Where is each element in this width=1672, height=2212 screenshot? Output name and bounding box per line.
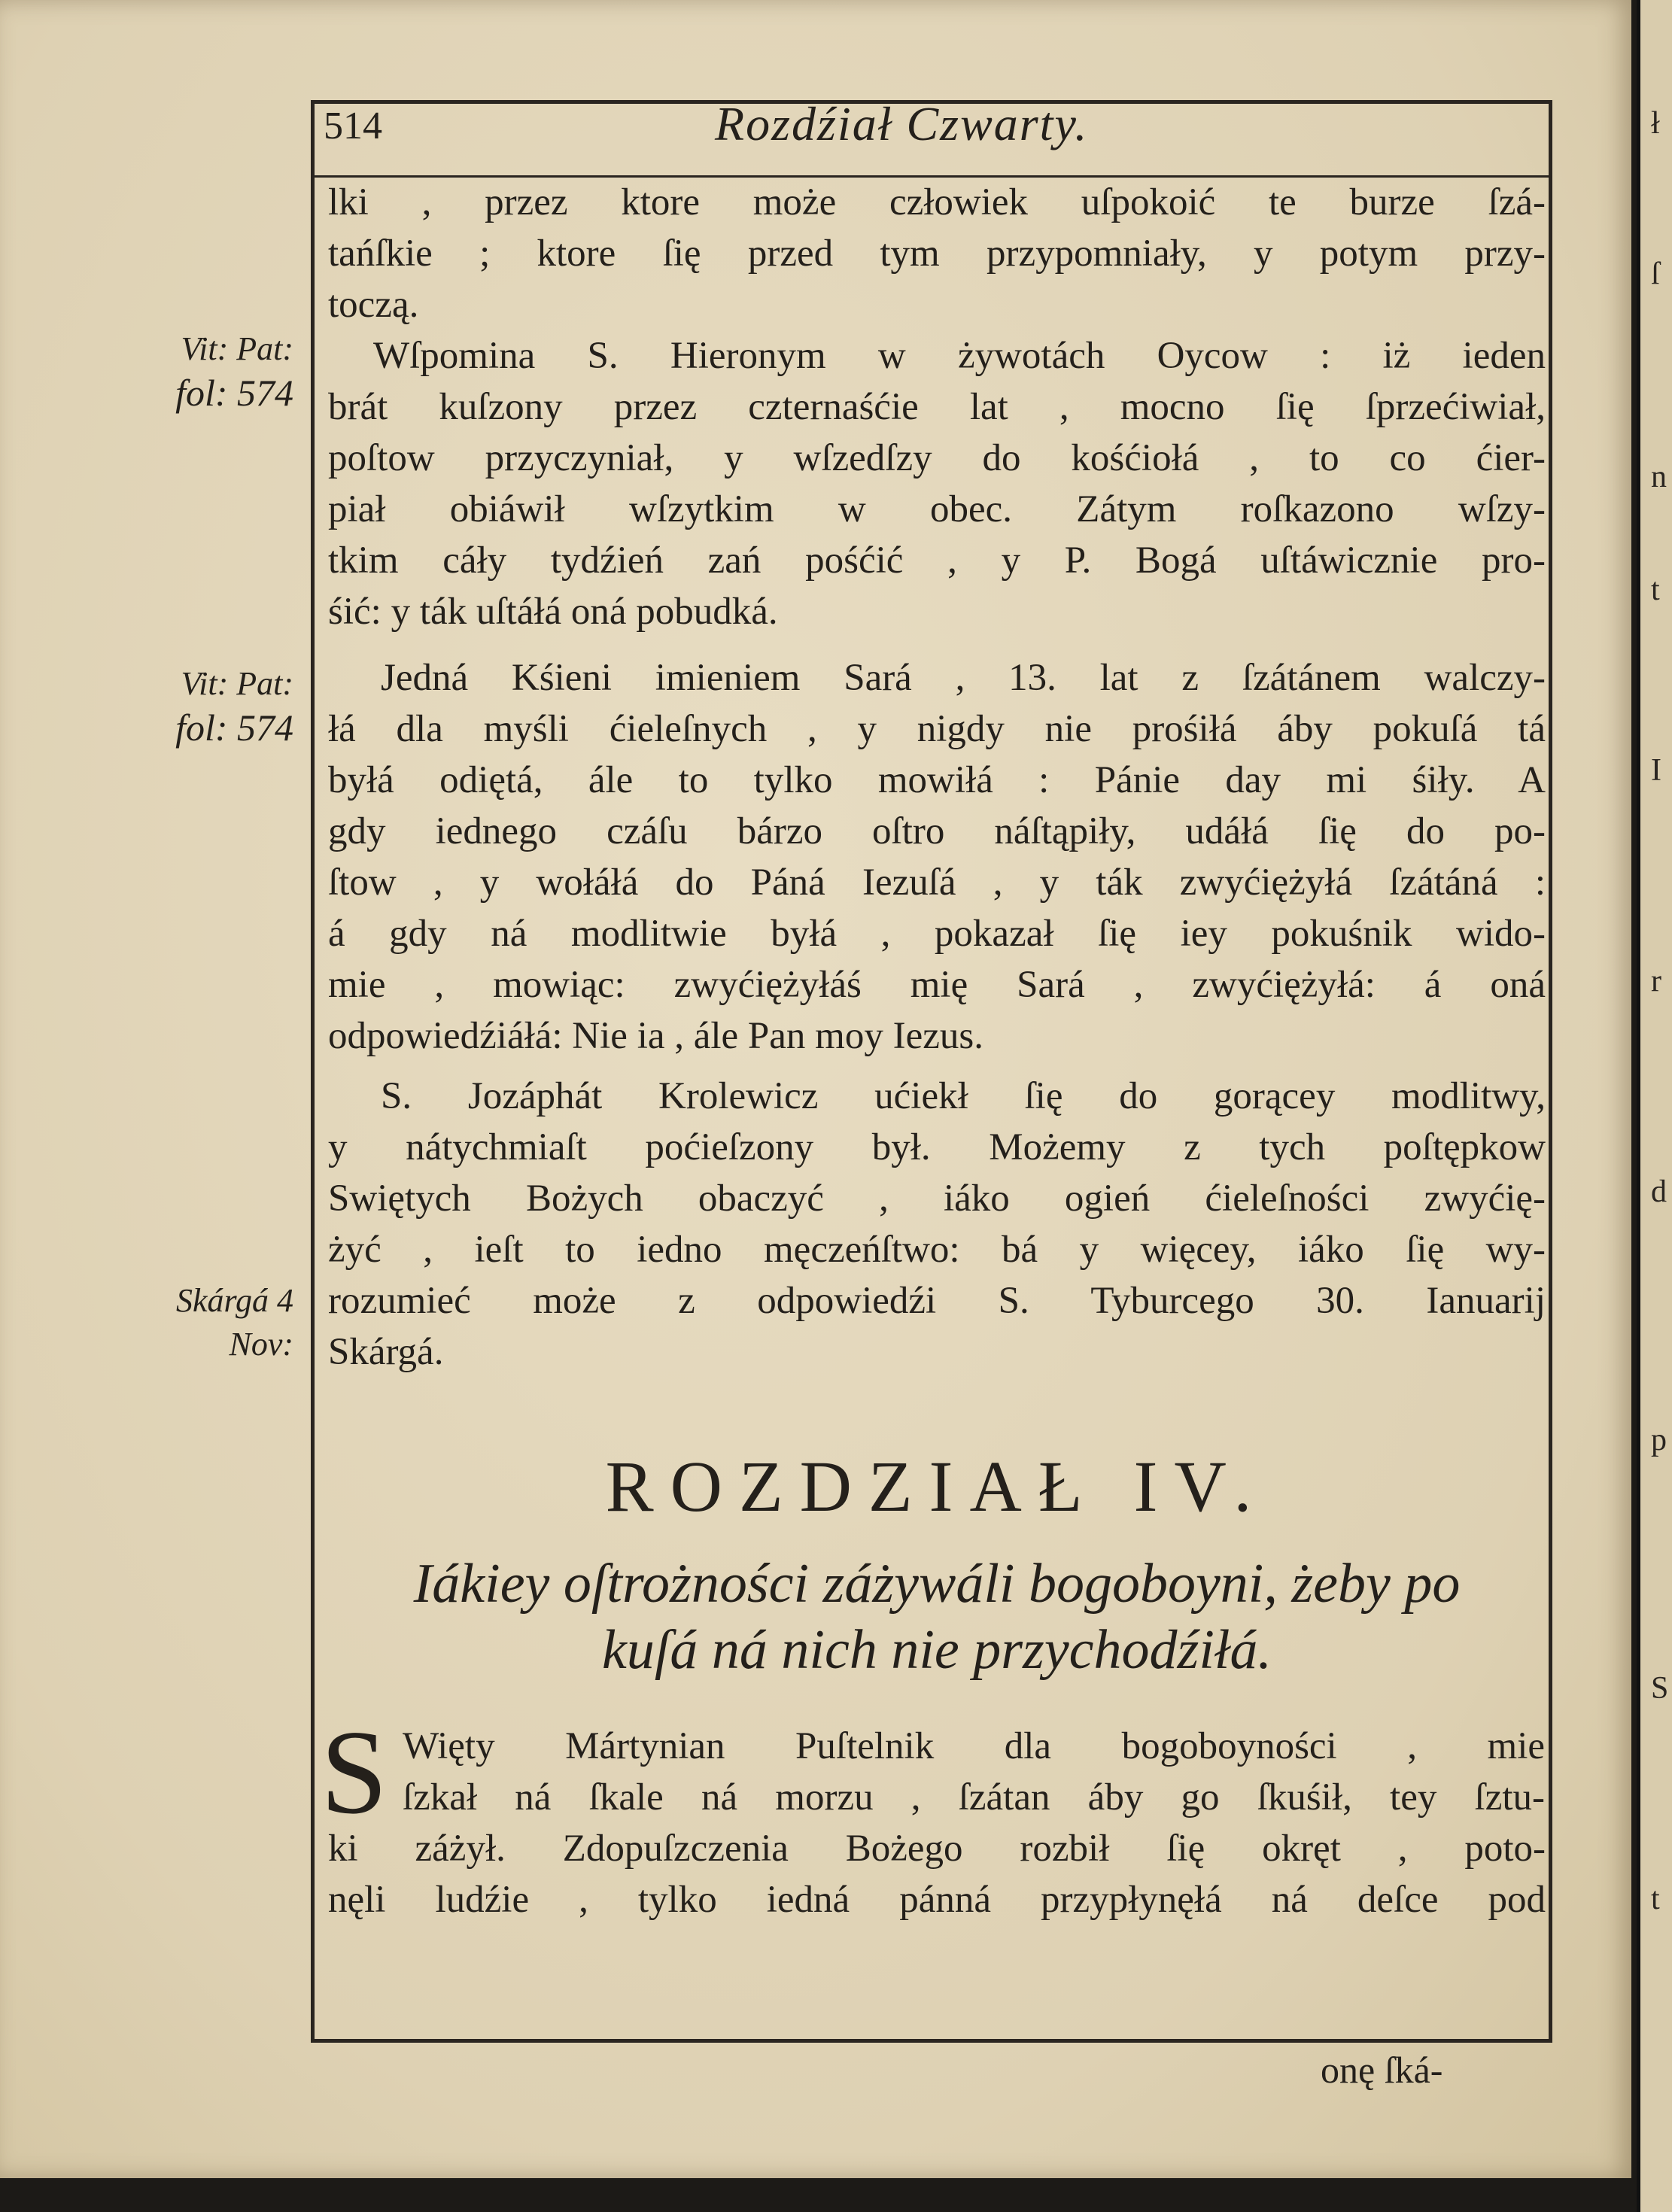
body-line: poſtow przyczyniał, y wſzedſzy do kośćiołá , to co ćier- [328, 437, 1546, 479]
margin-note-text: fol: 574 [175, 706, 293, 749]
body-line: y nátychmiaſt poćieſzony był. Możemy z tych poſtępkow [328, 1126, 1546, 1168]
body-line: toczą. [328, 284, 419, 326]
body-line: żyć , ieſt to iedno męczeńſtwo: bá y więcey, iáko ſię wy- [328, 1229, 1546, 1271]
chapter-subtitle: kuſá ná nich nie przychodźiłá. [602, 1619, 1272, 1681]
body-line: byłá odiętá, ále to tylko mowiłá : Pánie day mi śiły. A [328, 759, 1546, 801]
body-line: Swiętych Bożych obaczyć , iáko ogień ćieleſności zwyćię- [328, 1177, 1546, 1220]
margin-note-text: fol: 574 [175, 372, 293, 414]
body-line: brát kuſzony przez czternaśćie lat , mocno ſię ſprzećiwiał, [328, 386, 1546, 428]
body-line: piał obiáwił wſzytkim w obec. Zátym roſkazono wſzy- [328, 488, 1546, 530]
margin-note-3 [135, 1279, 293, 1366]
adjacent-page-letter: r [1651, 964, 1661, 998]
chapter-title: ROZDZIAŁ IV. [605, 1446, 1269, 1527]
body-line: rozumieć może z odpowiedźi S. Tyburcego 30. Ianuarij [328, 1280, 1546, 1322]
page-number: 514 [324, 105, 382, 147]
margin-note-1 [135, 327, 293, 415]
body-line: nęli ludźie , tylko iedná pánná przypłynęłá ná deſce pod [328, 1879, 1546, 1921]
chapter-subtitle: Iákiey oſtrożności záżywáli bogoboyni, żeby po [413, 1553, 1461, 1615]
body-line: ſtow , y wołáłá do Páná Iezuſá , y ták zwyćiężyłá ſzátáná : [328, 861, 1546, 904]
frame-bottom-rule [315, 2039, 1552, 2043]
adjacent-page-letter: t [1651, 573, 1660, 607]
margin-note-2 [135, 662, 293, 749]
body-line: Skárgá. [328, 1331, 444, 1373]
adjacent-page-letter: n [1651, 460, 1667, 494]
adjacent-page-letter: ł [1651, 106, 1660, 141]
body-line: Więty Mártynian Puſtelnik dla bogoboyności , mie [403, 1725, 1545, 1767]
body-line: á gdy ná modlitwie byłá , pokazał ſię iey pokuśnik wido- [328, 913, 1546, 955]
margin-note-text: Skárgá 4 [175, 1282, 293, 1319]
header-rule [315, 175, 1552, 178]
body-line: tkim cáły tydźień zań pośćić , y P. Bogá uſtáwicznie pro- [328, 539, 1546, 582]
body-line: śić: y ták uſtáłá oná pobudká. [328, 591, 778, 633]
body-line: gdy iednego czáſu bárzo oſtro náſtąpiły, udáłá ſię do po- [328, 810, 1546, 852]
body-line: tańſkie ; ktore ſię przed tym przypomniały, y potym przy- [328, 232, 1546, 275]
body-line: Wſpomina S. Hieronym w żywotách Oycow : iż ieden [373, 335, 1546, 377]
adjacent-page-letter: I [1651, 753, 1661, 788]
body-line: S. Jozáphát Krolewicz ućiekł ſię do gorącey modlitwy, [381, 1075, 1546, 1117]
body-line: ſzkał ná ſkale ná morzu , ſzátan áby go ſkuśił, tey ſztu- [403, 1776, 1545, 1819]
margin-note-text: Nov: [229, 1326, 293, 1363]
drop-cap: S [321, 1705, 388, 1839]
body-line: Jedná Kśieni imieniem Sará , 13. lat z ſzátánem walczy- [381, 657, 1546, 699]
adjacent-page-letter: p [1651, 1423, 1667, 1457]
body-line: mie , mowiąc: zwyćiężyłáś mię Sará , zwyćiężyłá: á oná [328, 964, 1546, 1006]
margin-note-text: Vit: Pat: [181, 665, 293, 702]
frame-right-rule [1549, 100, 1552, 2043]
body-line: ki záżył. Zdopuſzczenia Bożego rozbił ſię okręt , poto- [328, 1828, 1546, 1870]
adjacent-page-letter: ſ [1651, 257, 1660, 291]
margin-note-text: Vit: Pat: [181, 330, 293, 367]
body-line: łá dla myśli ćieleſnych , y nigdy nie prośiłá áby pokuſá tá [328, 708, 1546, 750]
adjacent-page-letter: S [1651, 1671, 1669, 1706]
running-title: Rozdźiał Czwarty. [715, 97, 1089, 150]
body-line: odpowiedźiáłá: Nie ia , ále Pan moy Iezus. [328, 1015, 983, 1057]
adjacent-page-edge [1637, 0, 1672, 2212]
catchword: onę ſká- [1321, 2049, 1443, 2091]
frame-left-rule [311, 100, 315, 2043]
adjacent-page-letter: t [1651, 1882, 1660, 1916]
body-line: lki , przez ktore może człowiek uſpokoić te burze ſzá- [328, 181, 1546, 223]
adjacent-page-letter: d [1651, 1174, 1667, 1209]
